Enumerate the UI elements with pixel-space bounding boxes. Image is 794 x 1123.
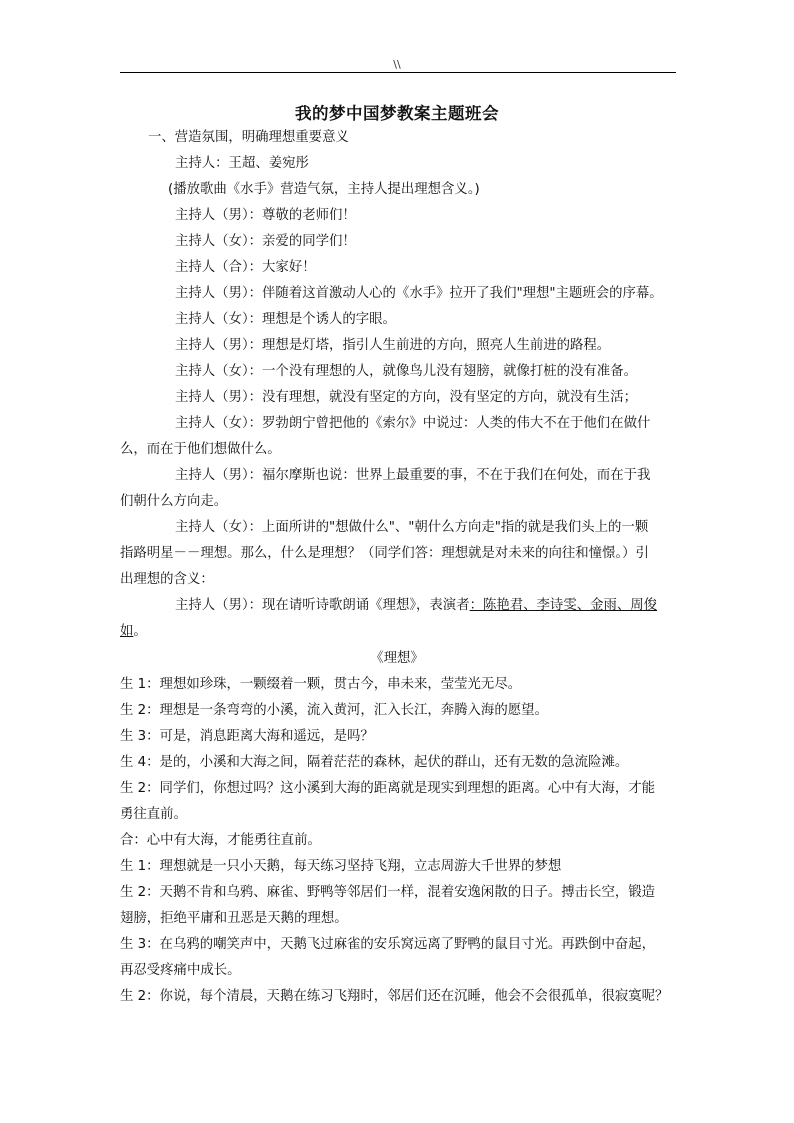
recitation-intro	[175, 596, 657, 616]
paragraph-line: 指路明星－－理想。那么，什么是理想？（同学们答：理想就是对未来的向往和憧憬。）引	[120, 546, 649, 561]
poem-line: 生 1：理想如珍珠，一颗缀着一颗，贯古今，串未来，莹莹光无尽。	[120, 677, 522, 692]
poem-line: 生 3：可是，消息距离大海和遥远，是吗？	[120, 729, 374, 744]
header-mark: \\	[393, 58, 401, 71]
poem-line: 再忍受疼痛中成长。	[120, 963, 241, 978]
poem-line: 生 1：理想就是一只小天鹅，每天练习坚持飞翔，立志周游大千世界的梦想	[120, 859, 562, 874]
dialogue-line: 主持人（男）：尊敬的老师们！	[175, 208, 356, 223]
performers-names: ：陈艳君、李诗雯、金雨、周俊	[469, 598, 658, 613]
dialogue-line: 主持人（男）：理想是灯塔，指引人生前进的方向，照亮人生前进的路程。	[175, 338, 611, 353]
hosts-line: 主持人：王超、姜宛彤	[175, 156, 309, 171]
dialogue-line: 主持人（女）：理想是个诱人的字眼。	[175, 312, 396, 327]
recitation-continuation	[120, 622, 147, 642]
paragraph-line: 们朝什么方向走。	[120, 494, 228, 509]
poem-line: 合：心中有大海，才能勇往直前。	[120, 833, 321, 848]
paragraph-line: 主持人（女）：罗勃朗宁曾把他的《索尔》中说过：人类的伟大不在于他们在做什	[175, 416, 651, 431]
dialogue-line: 主持人（男）：伴随着这首激动人心的《水手》拉开了我们"理想"主题班会的序幕。	[175, 286, 663, 301]
paragraph-line: 出理想的含义：	[120, 572, 214, 587]
poem-title: 《理想》	[370, 651, 424, 666]
paragraph-line: 主持人（男）：福尔摩斯也说：世界上最重要的事，不在于我们在何处，而在于我	[175, 468, 651, 483]
recitation-prefix: 主持人（男）：现在请听诗歌朗诵《理想》，表演者	[175, 598, 470, 613]
document-title: 我的梦中国梦教案主题班会	[295, 104, 499, 123]
poem-line: 勇往直前。	[120, 807, 187, 822]
poem-line: 生 2：你说，每个清晨，天鹅在练习飞翔时，邻居们还在沉睡，他会不会很孤单，很寂寞呢？	[120, 989, 669, 1004]
header-rule	[120, 72, 676, 73]
poem-line: 生 2：天鹅不肯和乌鸦、麻雀、野鸭等邻居们一样，混着安逸闲散的日子。搏击长空，锻造	[120, 885, 656, 900]
dialogue-line: 主持人（合）：大家好！	[175, 260, 316, 275]
dialogue-line: 主持人（女）：亲爱的同学们！	[175, 234, 356, 249]
dialogue-line: 主持人（男）：没有理想，就没有坚定的方向，没有坚定的方向，就没有生活；	[175, 390, 637, 405]
poem-line: 生 3：在乌鸦的嘲笑声中，天鹅飞过麻雀的安乐窝远离了野鸭的鼠目寸光。再跌倒中奋起，	[120, 937, 656, 952]
recitation-end: 。	[133, 624, 147, 639]
dialogue-line: 主持人（女）：一个没有理想的人，就像鸟儿没有翅膀，就像打桩的没有准备。	[175, 364, 637, 379]
section-heading: 一、营造氛围，明确理想重要意义	[148, 130, 349, 145]
performers-continuation: 如	[120, 624, 134, 639]
poem-line: 翅膀，拒绝平庸和丑恶是天鹅的理想。	[120, 911, 348, 926]
paragraph-line: 主持人（女）：上面所讲的"想做什么"、"朝什么方向走"指的就是我们头上的一颗	[175, 520, 649, 535]
stage-direction: (播放歌曲《水手》营造气氛，主持人提出理想含义。)	[168, 182, 480, 197]
paragraph-line: 么，而在于他们想做什么。	[120, 442, 281, 457]
poem-line: 生 4：是的，小溪和大海之间，隔着茫茫的森林，起伏的群山，还有无数的急流险滩。	[120, 755, 629, 770]
poem-line: 生 2：理想是一条弯弯的小溪，流入黄河，汇入长江，奔腾入海的愿望。	[120, 703, 548, 718]
poem-line: 生 2：同学们，你想过吗？这小溪到大海的距离就是现实到理想的距离。心中有大海，才能	[120, 781, 656, 796]
